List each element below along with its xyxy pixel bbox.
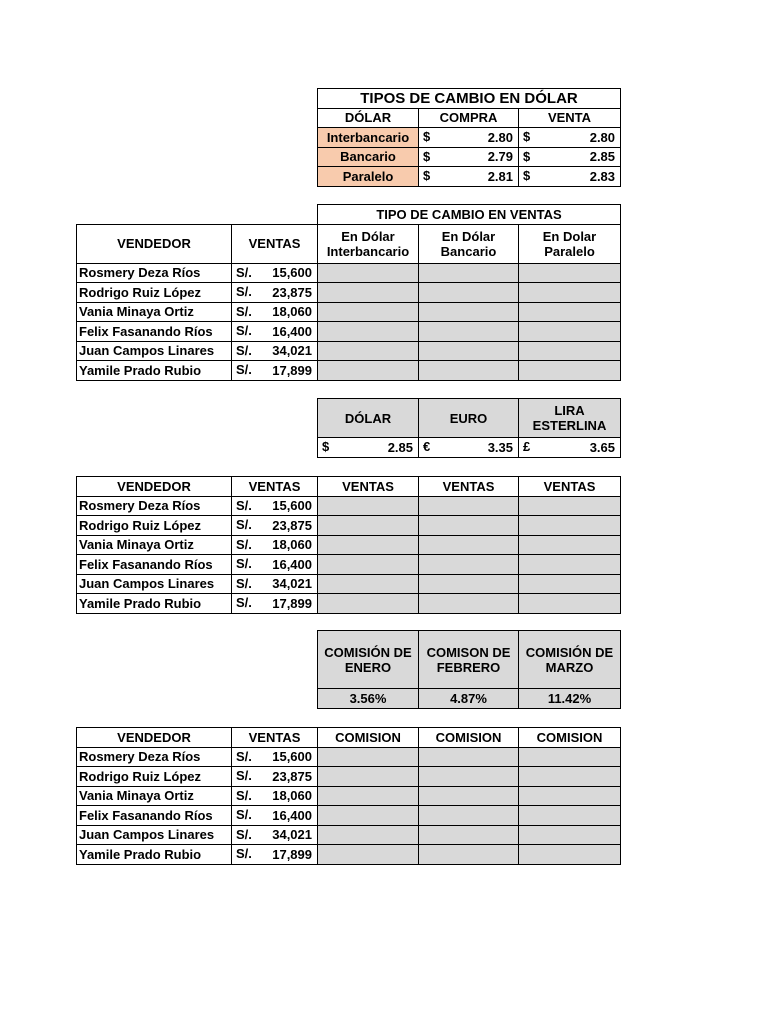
seller-sales[interactable]: S/. 34,021 (232, 825, 318, 845)
table-row (77, 322, 621, 342)
seller-sales[interactable]: S/. 15,600 (232, 496, 318, 516)
seller-name[interactable]: Felix Fasanando Ríos (77, 555, 232, 575)
input-cell[interactable] (419, 516, 519, 536)
currency-value-dolar[interactable]: $ 2.85 (318, 438, 419, 458)
input-cell[interactable] (419, 283, 519, 303)
seller-name[interactable]: Vania Minaya Ortiz (77, 786, 232, 806)
input-cell[interactable] (519, 341, 621, 361)
table-row (77, 806, 621, 826)
blank-cell (77, 205, 318, 225)
header-dolar: DÓLAR (318, 108, 419, 128)
seller-sales[interactable]: S/. 23,875 (232, 283, 318, 303)
input-cell[interactable] (519, 516, 621, 536)
input-cell[interactable] (519, 825, 621, 845)
input-cell[interactable] (519, 535, 621, 555)
seller-name[interactable]: Vania Minaya Ortiz (77, 535, 232, 555)
input-cell[interactable] (419, 747, 519, 767)
input-cell[interactable] (318, 322, 419, 342)
seller-name[interactable]: Juan Campos Linares (77, 574, 232, 594)
header-ventas: VENTAS (232, 728, 318, 748)
sales-exchange-group-title: TIPO DE CAMBIO EN VENTAS (318, 205, 621, 225)
header-compra: COMPRA (419, 108, 519, 128)
input-cell[interactable] (519, 845, 621, 865)
header-en-dolar-paralelo: En Dolar Paralelo (519, 224, 621, 263)
header-currency-euro: EURO (419, 399, 519, 438)
table-row (77, 767, 621, 787)
rate-label-interbancario[interactable]: Interbancario (318, 128, 419, 148)
input-cell[interactable] (519, 361, 621, 381)
seller-name[interactable]: Rodrigo Ruiz López (77, 767, 232, 787)
sales-currency-rows (77, 496, 621, 613)
table-row (77, 516, 621, 536)
input-cell[interactable] (419, 767, 519, 787)
input-cell[interactable] (419, 594, 519, 614)
table-row (77, 555, 621, 575)
exchange-rate-title: TIPOS DE CAMBIO EN DÓLAR (318, 89, 621, 109)
input-cell[interactable] (318, 786, 419, 806)
input-cell[interactable] (519, 806, 621, 826)
header-vendedor: VENDEDOR (77, 224, 232, 263)
header-comision-enero: COMISIÓN DE ENERO (318, 631, 419, 689)
table-row (77, 283, 621, 303)
seller-name[interactable]: Rosmery Deza Ríos (77, 747, 232, 767)
commission-value-enero[interactable]: 3.56% (318, 689, 419, 709)
input-cell[interactable] (318, 263, 419, 283)
table-row (77, 535, 621, 555)
input-cell[interactable] (419, 496, 519, 516)
input-cell[interactable] (519, 283, 621, 303)
input-cell[interactable] (318, 747, 419, 767)
exchange-rate-table (317, 88, 621, 187)
seller-name[interactable]: Rodrigo Ruiz López (77, 516, 232, 536)
header-currency-lira: LIRA ESTERLINA (519, 399, 621, 438)
input-cell[interactable] (419, 302, 519, 322)
sales-exchange-rows (77, 263, 621, 380)
input-cell[interactable] (318, 845, 419, 865)
seller-name[interactable]: Rosmery Deza Ríos (77, 263, 232, 283)
seller-name[interactable]: Yamile Prado Rubio (77, 845, 232, 865)
header-en-dolar-bancario: En Dólar Bancario (419, 224, 519, 263)
input-cell[interactable] (419, 845, 519, 865)
input-cell[interactable] (519, 767, 621, 787)
table-row (77, 302, 621, 322)
header-ventas-dolar: VENTAS (318, 477, 419, 497)
seller-name[interactable]: Vania Minaya Ortiz (77, 302, 232, 322)
input-cell[interactable] (419, 341, 519, 361)
seller-sales[interactable]: S/. 15,600 (232, 263, 318, 283)
seller-sales[interactable]: S/. 34,021 (232, 341, 318, 361)
header-comision-marzo: COMISIÓN DE MARZO (519, 631, 621, 689)
header-comision-febrero: COMISON DE FEBRERO (419, 631, 519, 689)
input-cell[interactable] (519, 786, 621, 806)
input-cell[interactable] (519, 574, 621, 594)
input-cell[interactable] (318, 767, 419, 787)
table-row (77, 263, 621, 283)
seller-name[interactable]: Yamile Prado Rubio (77, 361, 232, 381)
input-cell[interactable] (318, 806, 419, 826)
seller-sales[interactable]: S/. 18,060 (232, 302, 318, 322)
input-cell[interactable] (419, 535, 519, 555)
rate-compra-interbancario[interactable]: $ 2.80 (419, 128, 519, 148)
header-comision-2: COMISION (419, 728, 519, 748)
header-vendedor: VENDEDOR (77, 477, 232, 497)
header-venta: VENTA (519, 108, 621, 128)
table-row (77, 786, 621, 806)
rate-compra-bancario[interactable]: $ 2.79 (419, 147, 519, 167)
header-en-dolar-interbancario: En Dólar Interbancario (318, 224, 419, 263)
seller-name[interactable]: Rosmery Deza Ríos (77, 496, 232, 516)
seller-name[interactable]: Felix Fasanando Ríos (77, 806, 232, 826)
seller-sales[interactable]: S/. 16,400 (232, 806, 318, 826)
table-row (77, 341, 621, 361)
sales-commission-rows (77, 747, 621, 864)
input-cell[interactable] (519, 263, 621, 283)
header-vendedor: VENDEDOR (77, 728, 232, 748)
header-comision-3: COMISION (519, 728, 621, 748)
table-row (77, 845, 621, 865)
commission-rate-table (317, 630, 621, 709)
header-ventas-lira: VENTAS (519, 477, 621, 497)
seller-sales[interactable]: S/. 34,021 (232, 574, 318, 594)
input-cell[interactable] (318, 341, 419, 361)
seller-name[interactable]: Juan Campos Linares (77, 825, 232, 845)
input-cell[interactable] (318, 496, 419, 516)
seller-name[interactable]: Rodrigo Ruiz López (77, 283, 232, 303)
input-cell[interactable] (318, 594, 419, 614)
seller-sales[interactable]: S/. 23,875 (232, 767, 318, 787)
seller-sales[interactable]: S/. 17,899 (232, 361, 318, 381)
currency-value-lira[interactable]: £ 3.65 (519, 438, 621, 458)
rate-venta-bancario[interactable]: $ 2.85 (519, 147, 621, 167)
input-cell[interactable] (318, 302, 419, 322)
seller-sales[interactable]: S/. 16,400 (232, 555, 318, 575)
header-ventas: VENTAS (232, 224, 318, 263)
header-ventas: VENTAS (232, 477, 318, 497)
rate-label-paralelo[interactable]: Paralelo (318, 167, 419, 187)
input-cell[interactable] (519, 322, 621, 342)
header-currency-dolar: DÓLAR (318, 399, 419, 438)
rate-venta-paralelo[interactable]: $ 2.83 (519, 167, 621, 187)
input-cell[interactable] (519, 496, 621, 516)
input-cell[interactable] (318, 516, 419, 536)
seller-name[interactable]: Felix Fasanando Ríos (77, 322, 232, 342)
seller-name[interactable]: Yamile Prado Rubio (77, 594, 232, 614)
input-cell[interactable] (419, 786, 519, 806)
sales-commission-table (76, 727, 621, 865)
input-cell[interactable] (318, 283, 419, 303)
sales-currency-table (76, 476, 621, 614)
seller-sales[interactable]: S/. 16,400 (232, 322, 318, 342)
header-comision-1: COMISION (318, 728, 419, 748)
input-cell[interactable] (519, 747, 621, 767)
table-row (77, 574, 621, 594)
currency-rate-table (317, 398, 621, 458)
input-cell[interactable] (419, 361, 519, 381)
input-cell[interactable] (419, 574, 519, 594)
commission-value-marzo[interactable]: 11.42% (519, 689, 621, 709)
seller-name[interactable]: Juan Campos Linares (77, 341, 232, 361)
table-row (77, 361, 621, 381)
seller-sales[interactable]: S/. 17,899 (232, 594, 318, 614)
header-ventas-euro: VENTAS (419, 477, 519, 497)
seller-sales[interactable]: S/. 15,600 (232, 747, 318, 767)
input-cell[interactable] (318, 555, 419, 575)
input-cell[interactable] (318, 361, 419, 381)
seller-sales[interactable]: S/. 17,899 (232, 845, 318, 865)
rate-label-bancario[interactable]: Bancario (318, 147, 419, 167)
seller-sales[interactable]: S/. 18,060 (232, 535, 318, 555)
rate-venta-interbancario[interactable]: $ 2.80 (519, 128, 621, 148)
input-cell[interactable] (519, 594, 621, 614)
input-cell[interactable] (318, 574, 419, 594)
input-cell[interactable] (519, 302, 621, 322)
input-cell[interactable] (419, 263, 519, 283)
seller-sales[interactable]: S/. 18,060 (232, 786, 318, 806)
input-cell[interactable] (519, 555, 621, 575)
input-cell[interactable] (419, 555, 519, 575)
input-cell[interactable] (318, 535, 419, 555)
input-cell[interactable] (419, 322, 519, 342)
commission-value-febrero[interactable]: 4.87% (419, 689, 519, 709)
input-cell[interactable] (419, 806, 519, 826)
currency-value-euro[interactable]: € 3.35 (419, 438, 519, 458)
table-row (77, 747, 621, 767)
seller-sales[interactable]: S/. 23,875 (232, 516, 318, 536)
rate-compra-paralelo[interactable]: $ 2.81 (419, 167, 519, 187)
input-cell[interactable] (419, 825, 519, 845)
table-row (77, 825, 621, 845)
input-cell[interactable] (318, 825, 419, 845)
table-row (77, 594, 621, 614)
table-row (77, 496, 621, 516)
sales-exchange-table (76, 204, 621, 381)
